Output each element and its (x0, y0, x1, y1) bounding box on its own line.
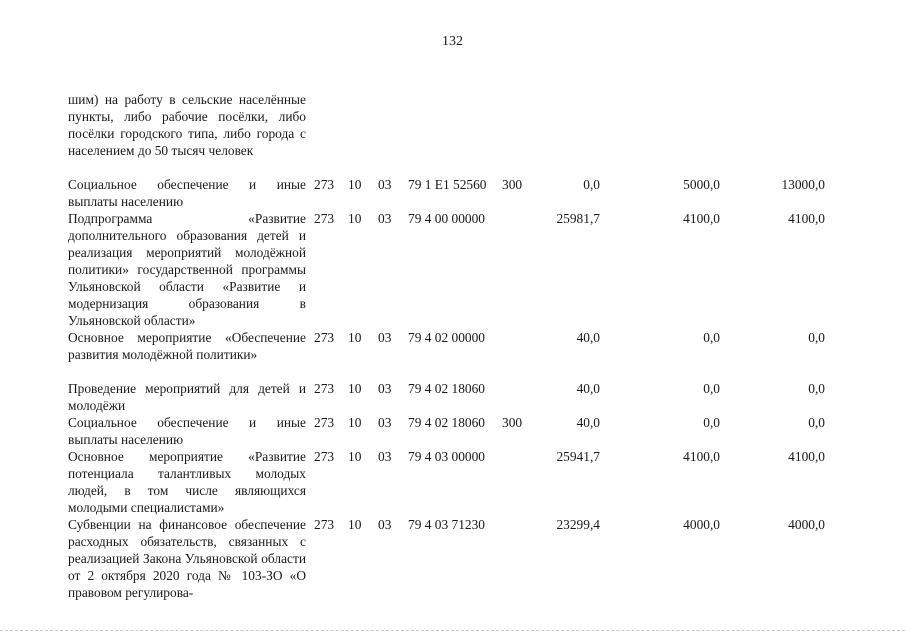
admin-code: 273 (314, 381, 335, 396)
subsection-code: 03 (378, 449, 392, 464)
target-article-code: 79 4 03 00000 (408, 449, 485, 464)
expense-type-code: 300 (502, 177, 523, 192)
admin-code: 273 (314, 449, 335, 464)
subsection-code: 03 (378, 381, 392, 396)
row-description: Основное мероприятие «Развитие потенциала талантливых молодых людей, в том числе являющихся молодыми специалистами» (68, 449, 306, 515)
sum-year-1: 40,0 (576, 381, 600, 396)
sum-year-2: 0,0 (703, 415, 720, 430)
scan-edge-divider (0, 630, 905, 631)
sum-year-2: 4100,0 (683, 211, 720, 226)
sum-year-2: 5000,0 (683, 177, 720, 192)
page-number: 132 (442, 34, 463, 49)
subsection-code: 03 (378, 517, 392, 532)
row-description: Подпрограмма «Развитие дополнительного образования детей и реализация мероприятий молодёжной политики» государственной программы Ульяновской области «Развитие и модернизация образования в Ульяновской области» (68, 211, 306, 328)
sum-year-2: 0,0 (703, 330, 720, 345)
sum-year-2: 4000,0 (683, 517, 720, 532)
row-description: Социальное обеспечение и иные выплаты населению (68, 415, 306, 447)
sum-year-1: 23299,4 (556, 517, 600, 532)
row-description: Проведение мероприятий для детей и молодёжи (68, 381, 306, 413)
admin-code: 273 (314, 415, 335, 430)
admin-code: 273 (314, 330, 335, 345)
target-article-code: 79 1 E1 52560 (408, 177, 487, 192)
sum-year-3: 4100,0 (788, 449, 825, 464)
subsection-code: 03 (378, 330, 392, 345)
sum-year-3: 0,0 (808, 330, 825, 345)
sum-year-3: 13000,0 (781, 177, 825, 192)
target-article-code: 79 4 03 71230 (408, 517, 485, 532)
sum-year-3: 4000,0 (788, 517, 825, 532)
admin-code: 273 (314, 177, 335, 192)
sum-year-3: 4100,0 (788, 211, 825, 226)
target-article-code: 79 4 02 18060 (408, 381, 485, 396)
sum-year-2: 4100,0 (683, 449, 720, 464)
row-description: Субвенции на финансовое обеспечение расходных обязательств, связанных с реализацией Закона Ульяновской области от 2 октября 2020 года № 103-ЗО «О правовом регулирова- (68, 517, 306, 600)
sum-year-1: 40,0 (576, 330, 600, 345)
target-article-code: 79 4 00 00000 (408, 211, 485, 226)
section-code: 10 (348, 177, 362, 192)
section-code: 10 (348, 415, 362, 430)
row-description: шим) на работу в сельские населённые пункты, либо рабочие посёлки, либо посёлки городского типа, либо города с населением до 50 тысяч человек (68, 92, 306, 158)
sum-year-1: 25981,7 (556, 211, 600, 226)
section-code: 10 (348, 449, 362, 464)
target-article-code: 79 4 02 18060 (408, 415, 485, 430)
sum-year-1: 25941,7 (556, 449, 600, 464)
sum-year-3: 0,0 (808, 415, 825, 430)
target-article-code: 79 4 02 00000 (408, 330, 485, 345)
subsection-code: 03 (378, 415, 392, 430)
expense-type-code: 300 (502, 415, 523, 430)
admin-code: 273 (314, 211, 335, 226)
row-description: Социальное обеспечение и иные выплаты населению (68, 177, 306, 209)
section-code: 10 (348, 381, 362, 396)
admin-code: 273 (314, 517, 335, 532)
subsection-code: 03 (378, 177, 392, 192)
row-description: Основное мероприятие «Обеспечение развития молодёжной политики» (68, 330, 306, 362)
section-code: 10 (348, 517, 362, 532)
sum-year-2: 0,0 (703, 381, 720, 396)
sum-year-3: 0,0 (808, 381, 825, 396)
section-code: 10 (348, 330, 362, 345)
subsection-code: 03 (378, 211, 392, 226)
sum-year-1: 0,0 (583, 177, 600, 192)
section-code: 10 (348, 211, 362, 226)
sum-year-1: 40,0 (576, 415, 600, 430)
